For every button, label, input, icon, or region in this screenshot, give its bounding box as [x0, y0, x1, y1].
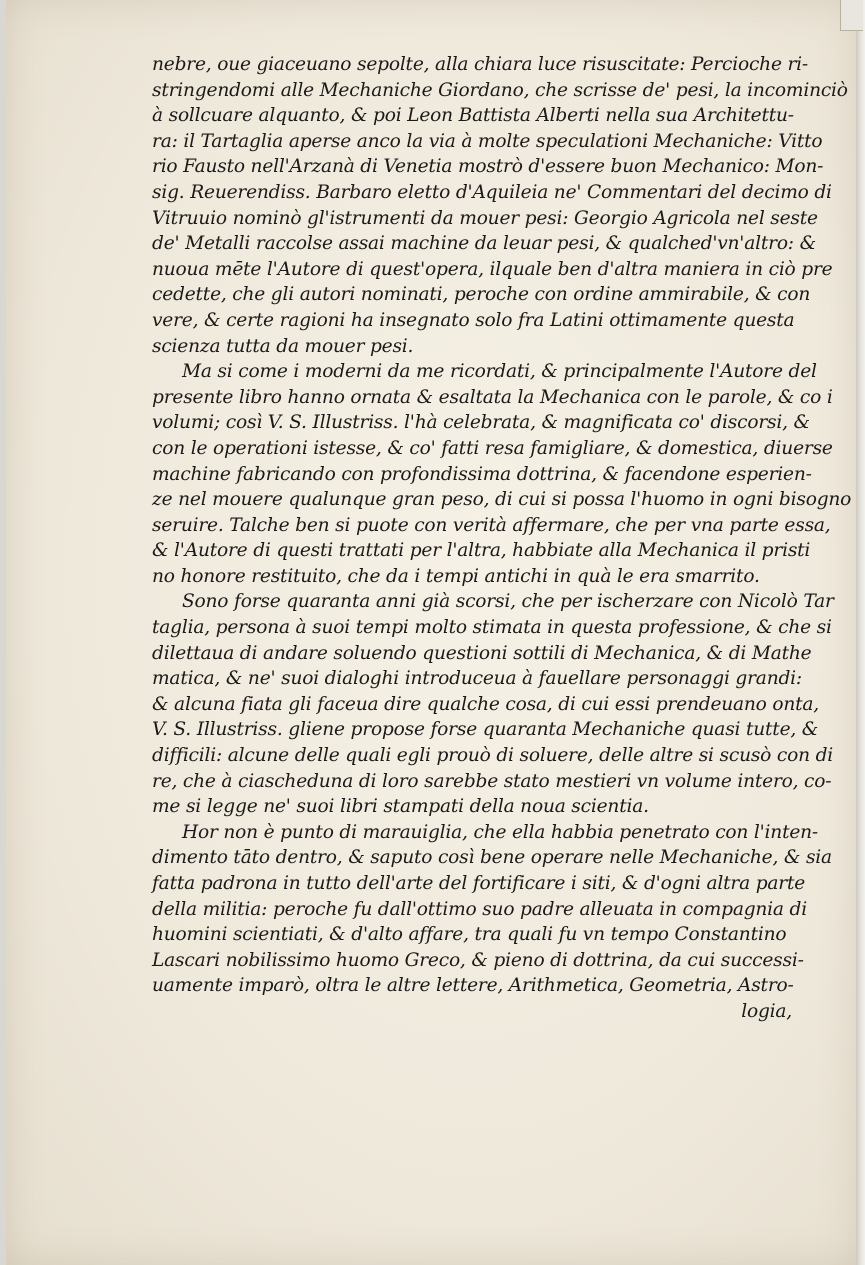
text-line: difficili: alcune delle quali egli prouò di soluere, delle altre si scusò con di: [152, 745, 834, 767]
text-line: re, che à ciascheduna di loro sarebbe stato mestieri vn volume intero, co-: [152, 770, 832, 792]
text-line: ra: il Tartaglia aperse anco la via à molte speculationi Mechaniche: Vitto: [152, 130, 823, 152]
text-line: presente libro hanno ornata & esaltata la Mechanica con le parole, & co i: [152, 386, 833, 408]
text-line: no honore restituito, che da i tempi antichi in quà le era smarrito.: [152, 565, 760, 587]
text-line: Lascari nobilissimo huomo Greco, & pieno di dottrina, da cui successi-: [152, 949, 804, 971]
paragraph-3: [152, 589, 832, 819]
text-line: & l'Autore di questi trattati per l'altra, habbiate alla Mechanica il pristi: [152, 540, 811, 562]
text-line: vere, & certe ragioni ha insegnato solo fra Latini ottimamente questa: [152, 309, 795, 331]
text-line: machine fabricando con profondissima dottrina, & facendone esperien-: [152, 463, 812, 485]
corner-tab: [840, 0, 863, 31]
text-line: cedette, che gli autori nominati, peroche con ordine ammirabile, & con: [152, 284, 811, 306]
text-line: ze nel mouere qualunque gran peso, di cui si possa l'huomo in ogni bisogno: [152, 489, 852, 511]
text-line: dilettaua di andare soluendo questioni sottili di Mechanica, & di Mathe: [152, 642, 812, 664]
text-line: rio Fausto nell'Arzanà di Venetia mostrò d'essere buon Mechanico: Mon-: [152, 156, 824, 178]
text-line: à sollcuare alquanto, & poi Leon Battista Alberti nella sua Architettu-: [152, 105, 794, 127]
text-line: me si legge ne' suoi libri stampati della noua scientia.: [152, 796, 649, 818]
text-line: matica, & ne' suoi dialoghi introduceua à fauellare personaggi grandi:: [152, 668, 802, 690]
text-line: volumi; così V. S. Illustriss. l'hà celebrata, & magnificata co' discorsi, &: [152, 412, 810, 434]
text-line: seruire. Talche ben si puote con verità affermare, che per vna parte essa,: [152, 514, 831, 536]
text-line: della militia: peroche fu dall'ottimo suo padre alleuata in compagnia di: [152, 898, 807, 920]
paragraph-2: [152, 359, 852, 589]
text-line: huomini scientiati, & d'alto affare, tra quali fu vn tempo Constantino: [152, 924, 787, 946]
text-line: nuoua mēte l'Autore di quest'opera, ilquale ben d'altra maniera in ciò pre: [152, 258, 833, 280]
paragraph-1: [152, 52, 848, 359]
text-line: dimento tāto dentro, & saputo così bene operare nelle Mechaniche, & sia: [152, 847, 832, 869]
text-line: Hor non è punto di marauiglia, che ella habbia penetrato con l'inten-: [182, 821, 819, 843]
text-line: Ma si come i moderni da me ricordati, & principalmente l'Autore del: [182, 361, 817, 383]
text-line: & alcuna fiata gli faceua dire qualche cosa, di cui essi prendeuano onta,: [152, 693, 820, 715]
text-line: sig. Reuerendiss. Barbaro eletto d'Aquileia ne' Commentari del decimo di: [152, 181, 832, 203]
text-line: con le operationi istesse, & co' fatti resa famigliare, & domestica, diuerse: [152, 437, 833, 459]
text-line: Vitruuio nominò gl'istrumenti da mouer pesi: Georgio Agricola nel seste: [152, 207, 818, 229]
text-line: stringendomi alle Mechaniche Giordano, che scrisse de' pesi, la incominciò: [152, 79, 848, 101]
page-edge: [856, 0, 865, 1265]
text-line: taglia, persona à suoi tempi molto stimata in questa professione, & che si: [152, 617, 832, 639]
text-line: scienza tutta da mouer pesi.: [152, 335, 414, 357]
text-line: Sono forse quaranta anni già scorsi, che per ischerzare con Nicolò Tar: [182, 591, 834, 613]
book-page: [6, 0, 858, 1265]
text-line: uamente imparò, oltra le altre lettere, Arithmetica, Geometria, Astro-: [152, 975, 794, 997]
catchword: logia,: [741, 1000, 792, 1022]
paragraph-4: [152, 820, 832, 999]
text-line: V. S. Illustriss. gliene propose forse quaranta Mechaniche quasi tutte, &: [152, 719, 819, 741]
text-line: de' Metalli raccolse assai machine da leuar pesi, & qualched'vn'altro: &: [152, 233, 816, 255]
page-text: [152, 52, 852, 1025]
text-line: fatta padrona in tutto dell'arte del fortificare i siti, & d'ogni altra parte: [152, 873, 806, 894]
text-line: nebre, oue giaceuano sepolte, alla chiara luce risuscitate: Percioche ri-: [152, 54, 808, 75]
